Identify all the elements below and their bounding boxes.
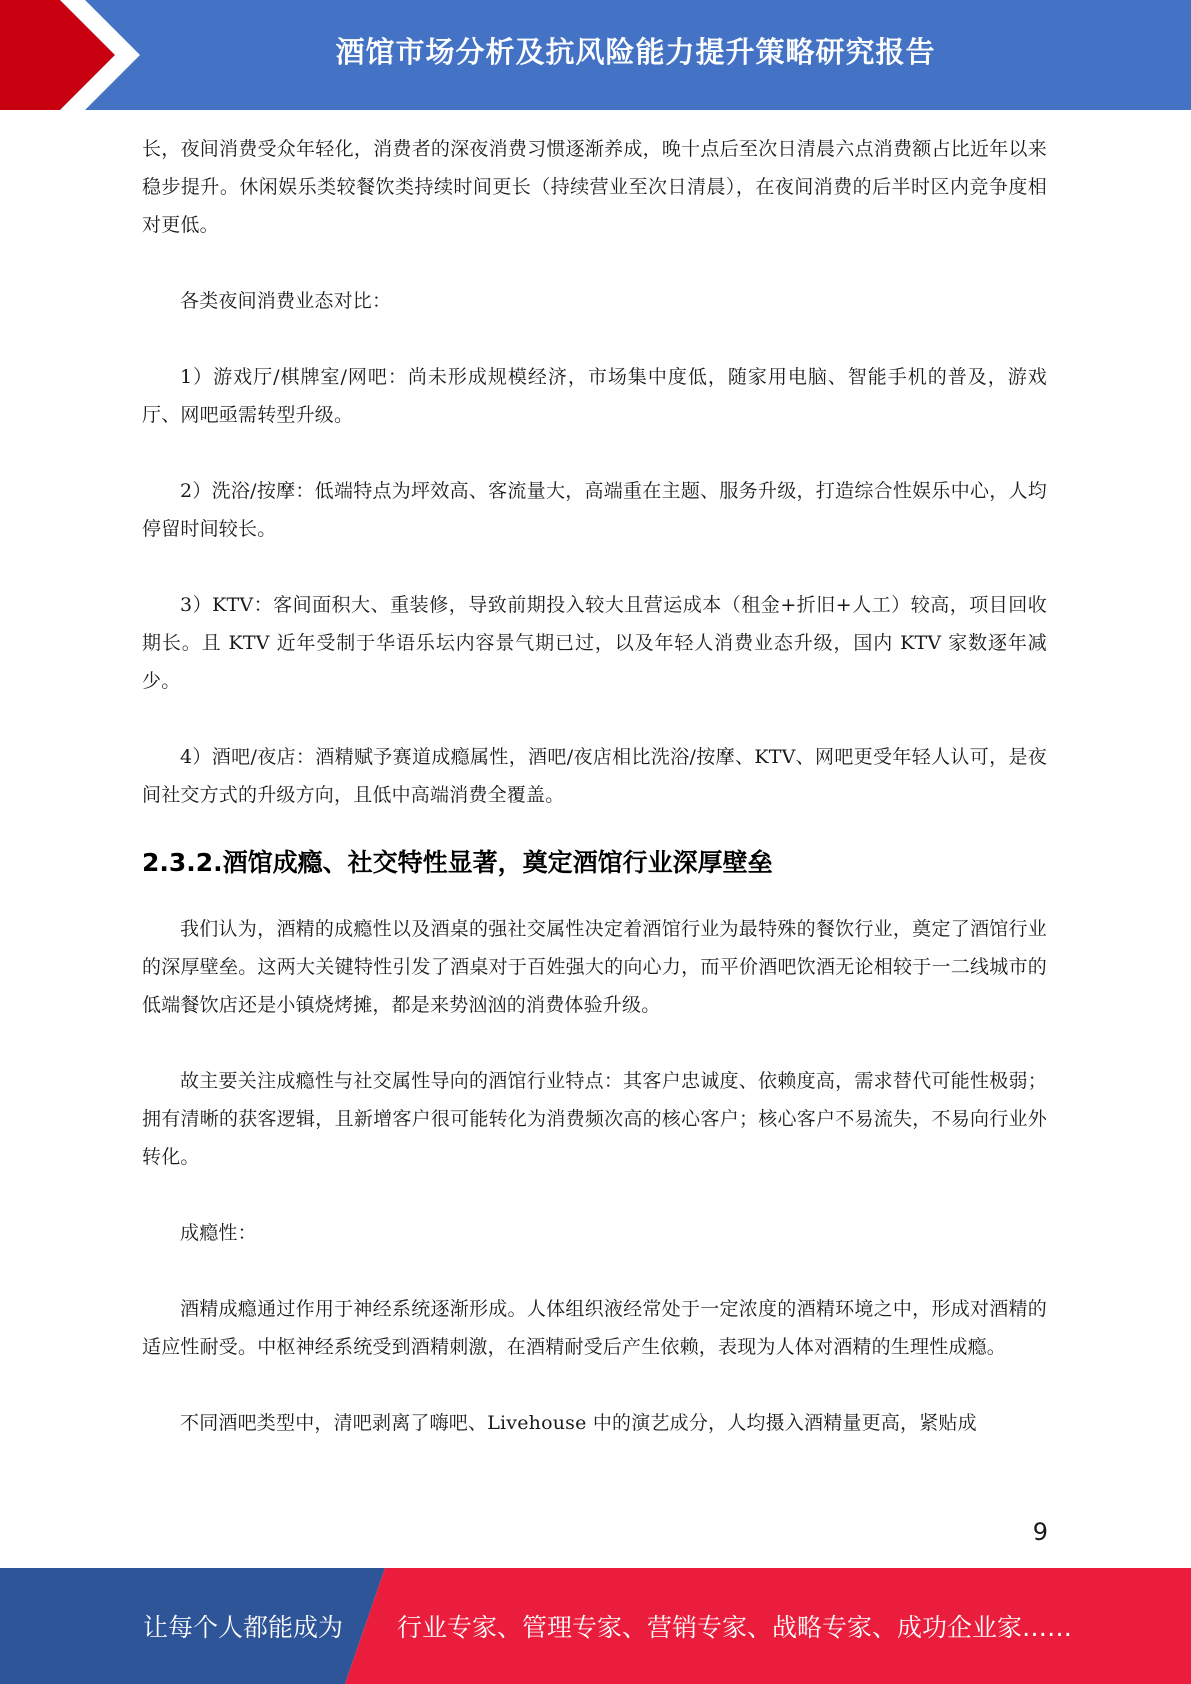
page-footer — [0, 1568, 1191, 1684]
paragraph-item-2: 2）洗浴/按摩：低端特点为坪效高、客流量大，高端重在主题、服务升级，打造综合性娱乐中心，人均停留时间较长。 — [142, 480, 1047, 540]
paragraph-comparison-intro: 各类夜间消费业态对比： — [180, 290, 392, 312]
paragraph-addiction-label: 成瘾性： — [180, 1222, 257, 1244]
document-body — [142, 130, 1047, 1442]
paragraph-item-3: 3）KTV：客间面积大、重装修，导致前期投入较大且营运成本（租金+折旧+人工）较高，项目回收期长。且 KTV 近年受制于华语乐坛内容景气期已过，以及年轻人消费业态升级，国内 KTV 家数逐年减少。 — [142, 594, 1047, 692]
footer-slogan-left: 让每个人都能成为 — [143, 1613, 344, 1642]
report-title: 酒馆市场分析及抗风险能力提升策略研究报告 — [335, 34, 936, 69]
paragraph-thesis: 我们认为，酒精的成瘾性以及酒桌的强社交属性决定着酒馆行业为最特殊的餐饮行业，奠定了酒馆行业的深厚壁垒。这两大关键特性引发了酒桌对于百姓强大的向心力，而平价酒吧饮酒无论相较于一二线城市的低端餐饮店还是小镇烧烤摊，都是来势汹汹的消费体验升级。 — [142, 918, 1047, 1016]
paragraph-bar-types: 不同酒吧类型中，清吧剥离了嗨吧、Livehouse 中的演艺成分，人均摄入酒精量更高，紧贴成 — [180, 1412, 977, 1434]
page-number: 9 — [1032, 1518, 1048, 1546]
paragraph-features: 故主要关注成瘾性与社交属性导向的酒馆行业特点：其客户忠诚度、依赖度高，需求替代可能性极弱；拥有清晰的获客逻辑，且新增客户很可能转化为消费频次高的核心客户；核心客户不易流失，不易向行业外转化。 — [142, 1070, 1047, 1168]
paragraph-item-1: 1）游戏厅/棋牌室/网吧：尚未形成规模经济，市场集中度低，随家用电脑、智能手机的普及，游戏厅、网吧亟需转型升级。 — [142, 366, 1047, 426]
section-heading: 2.3.2.酒馆成瘾、社交特性显著，奠定酒馆行业深厚壁垒 — [142, 848, 773, 877]
header-chevron-decoration — [0, 0, 160, 110]
paragraph-addiction-detail: 酒精成瘾通过作用于神经系统逐渐形成。人体组织液经常处于一定浓度的酒精环境之中，形成对酒精的适应性耐受。中枢神经系统受到酒精刺激，在酒精耐受后产生依赖，表现为人体对酒精的生理性成瘾。 — [142, 1298, 1047, 1358]
page-header — [0, 0, 1191, 110]
footer-slogan-right: 行业专家、管理专家、营销专家、战略专家、成功企业家…… — [397, 1613, 1073, 1642]
paragraph-continuation: 长，夜间消费受众年轻化，消费者的深夜消费习惯逐渐养成，晚十点后至次日清晨六点消费额占比近年以来稳步提升。休闲娱乐类较餐饮类持续时间更长（持续营业至次日清晨），在夜间消费的后半时区内竞争度相对更低。 — [142, 138, 1047, 236]
paragraph-item-4: 4）酒吧/夜店：酒精赋予赛道成瘾属性，酒吧/夜店相比洗浴/按摩、KTV、网吧更受年轻人认可，是夜间社交方式的升级方向，且低中高端消费全覆盖。 — [142, 746, 1047, 806]
